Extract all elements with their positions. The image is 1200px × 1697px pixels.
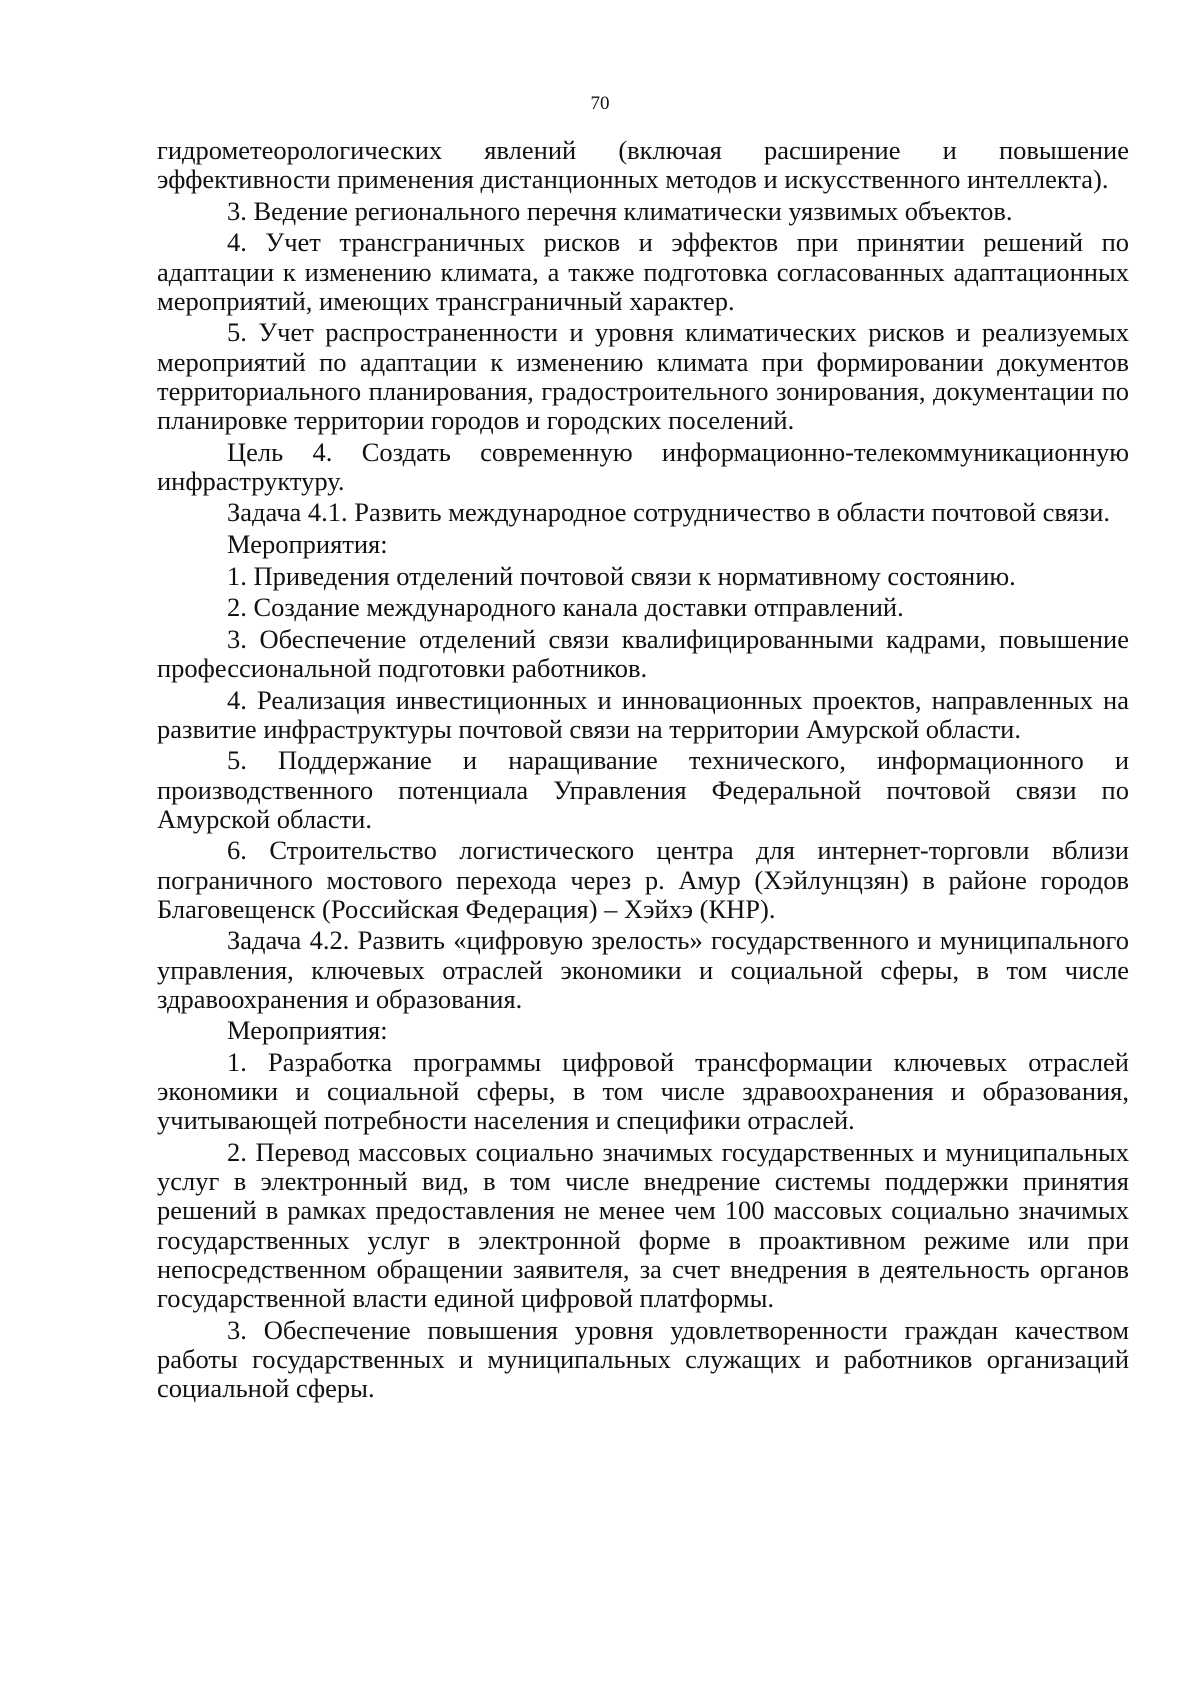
paragraph: 5. Учет распространенности и уровня климатических рисков и реализуемых мероприятий по адаптации к изменению климата при формировании документов территориального планирования, градостроительного зонирования, документации по планировке территории городов и городских поселений. (157, 317, 1129, 435)
paragraph: Цель 4. Создать современную информационно-телекоммуникационную инфраструктуру. (157, 436, 1129, 496)
paragraph: 2. Перевод массовых социально значимых государственных и муниципальных услуг в электронный вид, в том числе внедрение системы поддержки принятия решений в рамках предоставления не менее чем 100 массовых социально значимых государственных услуг в электронной форме в проактивном режиме или при непосредственном обращении заявителя, за счет внедрения в деятельность органов государственной власти единой цифровой платформы. (157, 1136, 1129, 1313)
paragraph: гидрометеорологических явлений (включая расширение и повышение эффективности применения дистанционных методов и искусственного интеллекта). (157, 135, 1129, 195)
paragraph: 3. Обеспечение отделений связи квалифицированными кадрами, повышение профессиональной подготовки работников. (157, 623, 1129, 683)
paragraph: 3. Обеспечение повышения уровня удовлетворенности граждан качеством работы государственных и муниципальных служащих и работников организаций социальной сферы. (157, 1314, 1129, 1403)
paragraph: Задача 4.2. Развить «цифровую зрелость» государственного и муниципального управления, ключевых отраслей экономики и социальной сферы, в том числе здравоохранения и образования. (157, 925, 1129, 1014)
paragraph: 2. Создание международного канала доставки отправлений. (227, 592, 904, 623)
paragraph: 6. Строительство логистического центра для интернет-торговли вблизи пограничного мостового перехода через р. Амур (Хэйлунцзян) в районе городов Благовещенск (Российская Федерация) – Хэйхэ (КНР). (157, 835, 1129, 924)
paragraph: 3. Ведение регионального перечня климатически уязвимых объектов. (227, 195, 1013, 226)
page-number: 70 (590, 93, 610, 114)
paragraph: 4. Реализация инвестиционных и инновационных проектов, направленных на развитие инфраструктуры почтовой связи на территории Амурской области. (157, 684, 1129, 744)
paragraph: 1. Приведения отделений почтовой связи к нормативному состоянию. (227, 560, 1016, 591)
paragraph: 5. Поддержание и наращивание технического, информационного и производственного потенциала Управления Федеральной почтовой связи по Амурской области. (157, 745, 1129, 834)
paragraph: 4. Учет трансграничных рисков и эффектов при принятии решений по адаптации к изменению климата, а также подготовка согласованных адаптационных мероприятий, имеющих трансграничный характер. (157, 227, 1129, 316)
paragraph: Мероприятия: (227, 1015, 388, 1046)
document-body (157, 136, 1129, 1406)
paragraph: 1. Разработка программы цифровой трансформации ключевых отраслей экономики и социальной сферы, в том числе здравоохранения и образования, учитывающей потребности населения и специфики отраслей. (157, 1046, 1129, 1136)
paragraph: Задача 4.1. Развить международное сотрудничество в области почтовой связи. (227, 497, 1111, 528)
paragraph: Мероприятия: (227, 528, 388, 559)
